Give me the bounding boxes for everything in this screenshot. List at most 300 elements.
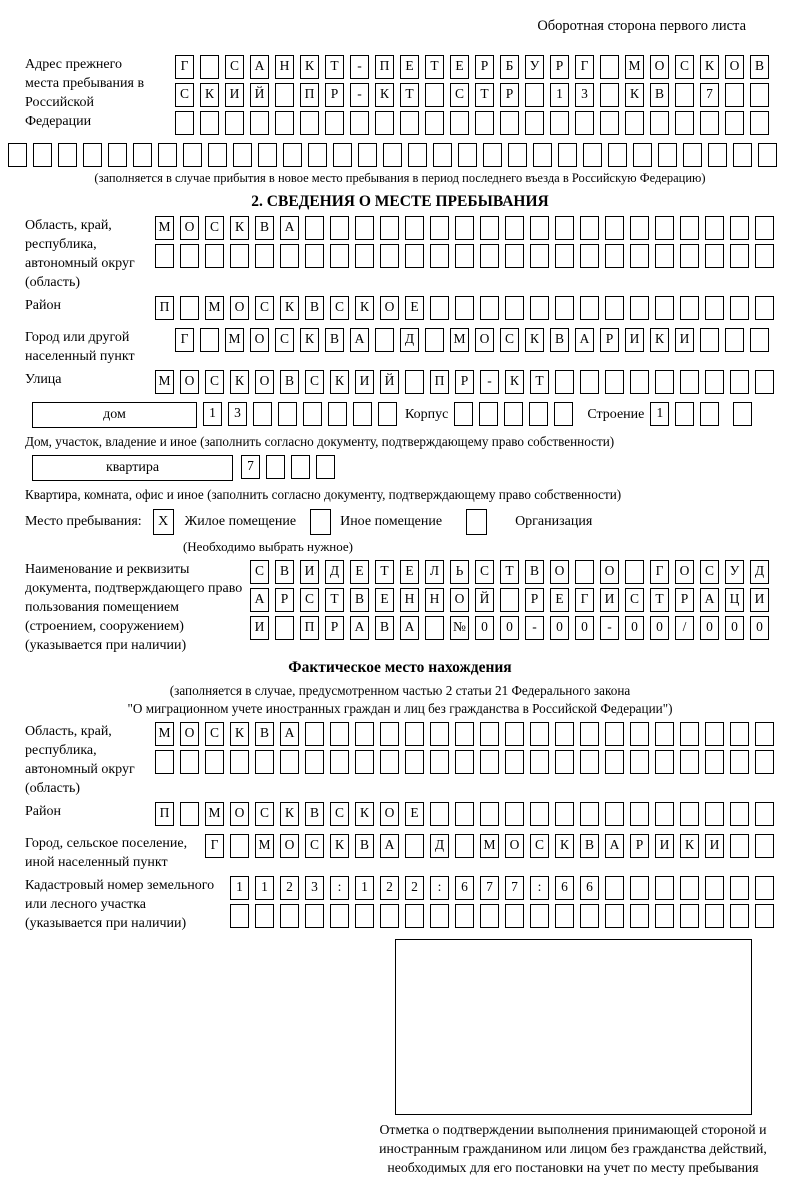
char-cell[interactable]: 6: [580, 876, 599, 900]
char-cell[interactable]: С: [500, 328, 519, 352]
char-cell[interactable]: И: [600, 588, 619, 612]
char-cell[interactable]: [225, 111, 244, 135]
char-cell[interactable]: 1: [550, 83, 569, 107]
char-cell[interactable]: [316, 455, 335, 479]
char-cell[interactable]: [500, 588, 519, 612]
char-cell[interactable]: [580, 904, 599, 928]
char-cell[interactable]: П: [155, 802, 174, 826]
char-cell[interactable]: И: [750, 588, 769, 612]
char-cell[interactable]: С: [300, 588, 319, 612]
char-cell[interactable]: [630, 904, 649, 928]
char-cell[interactable]: С: [255, 802, 274, 826]
char-cell[interactable]: [480, 904, 499, 928]
char-cell[interactable]: В: [580, 834, 599, 858]
char-cell[interactable]: 1: [355, 876, 374, 900]
char-cell[interactable]: О: [380, 802, 399, 826]
char-cell[interactable]: [600, 111, 619, 135]
char-cell[interactable]: [605, 876, 624, 900]
char-cell[interactable]: [705, 244, 724, 268]
char-cell[interactable]: [755, 876, 774, 900]
char-cell[interactable]: [183, 143, 202, 167]
char-cell[interactable]: 1: [255, 876, 274, 900]
char-cell[interactable]: [505, 802, 524, 826]
char-cell[interactable]: [8, 143, 27, 167]
char-cell[interactable]: Т: [650, 588, 669, 612]
char-cell[interactable]: [233, 143, 252, 167]
char-cell[interactable]: [275, 83, 294, 107]
char-cell[interactable]: [525, 83, 544, 107]
char-cell[interactable]: О: [725, 55, 744, 79]
char-cell[interactable]: [280, 904, 299, 928]
char-cell[interactable]: [455, 244, 474, 268]
char-cell[interactable]: [405, 216, 424, 240]
char-cell[interactable]: [530, 296, 549, 320]
char-cell[interactable]: [425, 328, 444, 352]
char-cell[interactable]: [575, 560, 594, 584]
char-cell[interactable]: О: [600, 560, 619, 584]
char-cell[interactable]: [355, 216, 374, 240]
char-cell[interactable]: [455, 296, 474, 320]
char-cell[interactable]: В: [355, 834, 374, 858]
char-cell[interactable]: П: [430, 370, 449, 394]
char-cell[interactable]: [705, 370, 724, 394]
char-cell[interactable]: 0: [475, 616, 494, 640]
char-cell[interactable]: Г: [205, 834, 224, 858]
char-cell[interactable]: С: [225, 55, 244, 79]
char-cell[interactable]: [430, 296, 449, 320]
char-cell[interactable]: [625, 560, 644, 584]
char-cell[interactable]: И: [625, 328, 644, 352]
char-cell[interactable]: О: [505, 834, 524, 858]
char-cell[interactable]: [555, 244, 574, 268]
char-cell[interactable]: [630, 296, 649, 320]
char-cell[interactable]: [725, 328, 744, 352]
char-cell[interactable]: С: [305, 834, 324, 858]
char-cell[interactable]: [655, 722, 674, 746]
char-cell[interactable]: [705, 216, 724, 240]
char-cell[interactable]: [505, 216, 524, 240]
char-cell[interactable]: [608, 143, 627, 167]
char-cell[interactable]: [750, 328, 769, 352]
char-cell[interactable]: С: [250, 560, 269, 584]
char-cell[interactable]: В: [280, 370, 299, 394]
char-cell[interactable]: [650, 111, 669, 135]
char-cell[interactable]: 0: [575, 616, 594, 640]
char-cell[interactable]: [680, 904, 699, 928]
char-cell[interactable]: [705, 296, 724, 320]
char-cell[interactable]: И: [300, 560, 319, 584]
char-cell[interactable]: [680, 296, 699, 320]
char-cell[interactable]: [555, 722, 574, 746]
char-cell[interactable]: [580, 802, 599, 826]
char-cell[interactable]: [605, 722, 624, 746]
char-cell[interactable]: Е: [375, 588, 394, 612]
char-cell[interactable]: [500, 111, 519, 135]
char-cell[interactable]: 7: [480, 876, 499, 900]
char-cell[interactable]: [705, 722, 724, 746]
char-cell[interactable]: 1: [203, 402, 222, 426]
char-cell[interactable]: [455, 904, 474, 928]
char-cell[interactable]: Е: [350, 560, 369, 584]
char-cell[interactable]: [600, 55, 619, 79]
char-cell[interactable]: [605, 370, 624, 394]
char-cell[interactable]: 0: [700, 616, 719, 640]
char-cell[interactable]: М: [205, 296, 224, 320]
char-cell[interactable]: [530, 750, 549, 774]
checkbox-other-premises[interactable]: [310, 509, 331, 535]
char-cell[interactable]: [605, 244, 624, 268]
char-cell[interactable]: [280, 244, 299, 268]
char-cell[interactable]: [258, 143, 277, 167]
char-cell[interactable]: [733, 143, 752, 167]
char-cell[interactable]: С: [475, 560, 494, 584]
char-cell[interactable]: [405, 750, 424, 774]
char-cell[interactable]: [283, 143, 302, 167]
char-cell[interactable]: [705, 750, 724, 774]
char-cell[interactable]: Р: [550, 55, 569, 79]
char-cell[interactable]: Б: [500, 55, 519, 79]
char-cell[interactable]: [350, 111, 369, 135]
char-cell[interactable]: 7: [241, 455, 260, 479]
char-cell[interactable]: [275, 111, 294, 135]
char-cell[interactable]: [405, 904, 424, 928]
char-cell[interactable]: О: [180, 216, 199, 240]
char-cell[interactable]: [658, 143, 677, 167]
char-cell[interactable]: [405, 834, 424, 858]
char-cell[interactable]: [583, 143, 602, 167]
char-cell[interactable]: С: [675, 55, 694, 79]
char-cell[interactable]: В: [525, 560, 544, 584]
char-cell[interactable]: [180, 244, 199, 268]
char-cell[interactable]: [730, 834, 749, 858]
char-cell[interactable]: О: [280, 834, 299, 858]
char-cell[interactable]: [680, 750, 699, 774]
char-cell[interactable]: Р: [475, 55, 494, 79]
char-cell[interactable]: К: [230, 722, 249, 746]
char-cell[interactable]: Н: [400, 588, 419, 612]
char-cell[interactable]: [355, 722, 374, 746]
char-cell[interactable]: [630, 876, 649, 900]
char-cell[interactable]: [755, 722, 774, 746]
char-cell[interactable]: [505, 722, 524, 746]
char-cell[interactable]: [605, 802, 624, 826]
char-cell[interactable]: [580, 216, 599, 240]
char-cell[interactable]: [303, 402, 322, 426]
char-cell[interactable]: У: [525, 55, 544, 79]
char-cell[interactable]: [230, 904, 249, 928]
char-cell[interactable]: В: [550, 328, 569, 352]
char-cell[interactable]: К: [555, 834, 574, 858]
char-cell[interactable]: [305, 904, 324, 928]
char-cell[interactable]: М: [480, 834, 499, 858]
char-cell[interactable]: [455, 802, 474, 826]
char-cell[interactable]: [755, 296, 774, 320]
char-cell[interactable]: [655, 750, 674, 774]
char-cell[interactable]: Г: [650, 560, 669, 584]
char-cell[interactable]: В: [255, 722, 274, 746]
char-cell[interactable]: В: [750, 55, 769, 79]
char-cell[interactable]: [505, 296, 524, 320]
char-cell[interactable]: [630, 722, 649, 746]
char-cell[interactable]: В: [255, 216, 274, 240]
char-cell[interactable]: С: [205, 722, 224, 746]
char-cell[interactable]: С: [625, 588, 644, 612]
char-cell[interactable]: :: [330, 876, 349, 900]
char-cell[interactable]: Е: [450, 55, 469, 79]
char-cell[interactable]: Р: [500, 83, 519, 107]
char-cell[interactable]: [355, 904, 374, 928]
char-cell[interactable]: [580, 244, 599, 268]
char-cell[interactable]: К: [375, 83, 394, 107]
char-cell[interactable]: 6: [555, 876, 574, 900]
char-cell[interactable]: [730, 876, 749, 900]
char-cell[interactable]: [480, 802, 499, 826]
char-cell[interactable]: 2: [380, 876, 399, 900]
char-cell[interactable]: [208, 143, 227, 167]
char-cell[interactable]: М: [625, 55, 644, 79]
char-cell[interactable]: [205, 750, 224, 774]
char-cell[interactable]: [308, 143, 327, 167]
char-cell[interactable]: [705, 904, 724, 928]
char-cell[interactable]: 2: [280, 876, 299, 900]
char-cell[interactable]: Р: [455, 370, 474, 394]
char-cell[interactable]: [375, 111, 394, 135]
char-cell[interactable]: [580, 296, 599, 320]
char-cell[interactable]: [378, 402, 397, 426]
char-cell[interactable]: В: [275, 560, 294, 584]
char-cell[interactable]: К: [200, 83, 219, 107]
char-cell[interactable]: /: [675, 616, 694, 640]
char-cell[interactable]: К: [355, 802, 374, 826]
char-cell[interactable]: 3: [575, 83, 594, 107]
char-cell[interactable]: [600, 83, 619, 107]
char-cell[interactable]: С: [205, 216, 224, 240]
char-cell[interactable]: [266, 455, 285, 479]
char-cell[interactable]: Е: [550, 588, 569, 612]
char-cell[interactable]: С: [450, 83, 469, 107]
char-cell[interactable]: [630, 370, 649, 394]
char-cell[interactable]: [708, 143, 727, 167]
char-cell[interactable]: О: [230, 296, 249, 320]
char-cell[interactable]: К: [625, 83, 644, 107]
char-cell[interactable]: [755, 834, 774, 858]
char-cell[interactable]: К: [280, 296, 299, 320]
char-cell[interactable]: [255, 904, 274, 928]
char-cell[interactable]: О: [650, 55, 669, 79]
char-cell[interactable]: [758, 143, 777, 167]
char-cell[interactable]: С: [205, 370, 224, 394]
char-cell[interactable]: [680, 876, 699, 900]
char-cell[interactable]: С: [305, 370, 324, 394]
char-cell[interactable]: [680, 216, 699, 240]
char-cell[interactable]: 0: [650, 616, 669, 640]
char-cell[interactable]: Г: [575, 588, 594, 612]
char-cell[interactable]: [558, 143, 577, 167]
char-cell[interactable]: [425, 111, 444, 135]
char-cell[interactable]: [430, 216, 449, 240]
char-cell[interactable]: М: [205, 802, 224, 826]
char-cell[interactable]: [750, 83, 769, 107]
char-cell[interactable]: [155, 750, 174, 774]
char-cell[interactable]: [633, 143, 652, 167]
char-cell[interactable]: И: [705, 834, 724, 858]
char-cell[interactable]: 0: [550, 616, 569, 640]
char-cell[interactable]: О: [180, 370, 199, 394]
char-cell[interactable]: [480, 296, 499, 320]
char-cell[interactable]: Т: [325, 588, 344, 612]
char-cell[interactable]: О: [380, 296, 399, 320]
char-cell[interactable]: [305, 244, 324, 268]
char-cell[interactable]: Д: [325, 560, 344, 584]
char-cell[interactable]: Е: [405, 296, 424, 320]
char-cell[interactable]: [605, 296, 624, 320]
char-cell[interactable]: [530, 802, 549, 826]
char-cell[interactable]: [405, 722, 424, 746]
char-cell[interactable]: 2: [405, 876, 424, 900]
char-cell[interactable]: [705, 876, 724, 900]
char-cell[interactable]: К: [300, 328, 319, 352]
char-cell[interactable]: [700, 111, 719, 135]
char-cell[interactable]: [325, 111, 344, 135]
char-cell[interactable]: [355, 244, 374, 268]
char-cell[interactable]: С: [275, 328, 294, 352]
char-cell[interactable]: К: [680, 834, 699, 858]
char-cell[interactable]: Й: [475, 588, 494, 612]
char-cell[interactable]: [180, 296, 199, 320]
char-cell[interactable]: [605, 904, 624, 928]
char-cell[interactable]: [675, 111, 694, 135]
char-cell[interactable]: А: [280, 216, 299, 240]
char-cell[interactable]: С: [700, 560, 719, 584]
char-cell[interactable]: [275, 616, 294, 640]
char-cell[interactable]: Е: [405, 802, 424, 826]
char-cell[interactable]: О: [255, 370, 274, 394]
char-cell[interactable]: Т: [425, 55, 444, 79]
char-cell[interactable]: [400, 111, 419, 135]
char-cell[interactable]: 6: [455, 876, 474, 900]
char-cell[interactable]: [730, 216, 749, 240]
char-cell[interactable]: Е: [400, 55, 419, 79]
char-cell[interactable]: [430, 802, 449, 826]
char-cell[interactable]: [530, 904, 549, 928]
char-cell[interactable]: [480, 216, 499, 240]
char-cell[interactable]: [180, 802, 199, 826]
char-cell[interactable]: [730, 370, 749, 394]
char-cell[interactable]: [755, 904, 774, 928]
checkbox-residential[interactable]: X: [153, 509, 174, 535]
char-cell[interactable]: 3: [305, 876, 324, 900]
char-cell[interactable]: [580, 750, 599, 774]
char-cell[interactable]: [655, 216, 674, 240]
char-cell[interactable]: [505, 750, 524, 774]
char-cell[interactable]: [625, 111, 644, 135]
char-cell[interactable]: О: [250, 328, 269, 352]
char-cell[interactable]: [358, 143, 377, 167]
char-cell[interactable]: [655, 904, 674, 928]
char-cell[interactable]: :: [430, 876, 449, 900]
char-cell[interactable]: О: [675, 560, 694, 584]
char-cell[interactable]: О: [180, 722, 199, 746]
char-cell[interactable]: К: [650, 328, 669, 352]
char-cell[interactable]: [504, 402, 523, 426]
char-cell[interactable]: [380, 216, 399, 240]
char-cell[interactable]: [680, 370, 699, 394]
char-cell[interactable]: [230, 750, 249, 774]
char-cell[interactable]: Т: [325, 55, 344, 79]
char-cell[interactable]: [305, 216, 324, 240]
char-cell[interactable]: [450, 111, 469, 135]
char-cell[interactable]: Й: [380, 370, 399, 394]
char-cell[interactable]: [700, 402, 719, 426]
char-cell[interactable]: А: [700, 588, 719, 612]
char-cell[interactable]: К: [525, 328, 544, 352]
char-cell[interactable]: К: [330, 370, 349, 394]
char-cell[interactable]: [530, 216, 549, 240]
char-cell[interactable]: У: [725, 560, 744, 584]
char-cell[interactable]: [200, 111, 219, 135]
char-cell[interactable]: О: [450, 588, 469, 612]
char-cell[interactable]: [655, 876, 674, 900]
char-cell[interactable]: [479, 402, 498, 426]
char-cell[interactable]: М: [155, 370, 174, 394]
char-cell[interactable]: [480, 750, 499, 774]
char-cell[interactable]: [253, 402, 272, 426]
char-cell[interactable]: 1: [650, 402, 669, 426]
char-cell[interactable]: [133, 143, 152, 167]
char-cell[interactable]: К: [505, 370, 524, 394]
char-cell[interactable]: -: [600, 616, 619, 640]
char-cell[interactable]: Й: [250, 83, 269, 107]
char-cell[interactable]: [730, 802, 749, 826]
char-cell[interactable]: [483, 143, 502, 167]
char-cell[interactable]: С: [330, 802, 349, 826]
char-cell[interactable]: Т: [400, 83, 419, 107]
char-cell[interactable]: [508, 143, 527, 167]
char-cell[interactable]: П: [300, 616, 319, 640]
char-cell[interactable]: Ь: [450, 560, 469, 584]
char-cell[interactable]: [605, 750, 624, 774]
char-cell[interactable]: Г: [575, 55, 594, 79]
char-cell[interactable]: [530, 244, 549, 268]
char-cell[interactable]: [580, 722, 599, 746]
char-cell[interactable]: [630, 750, 649, 774]
checkbox-organization[interactable]: [466, 509, 487, 535]
char-cell[interactable]: И: [675, 328, 694, 352]
char-cell[interactable]: [680, 802, 699, 826]
char-cell[interactable]: [108, 143, 127, 167]
char-cell[interactable]: [175, 111, 194, 135]
char-cell[interactable]: [455, 722, 474, 746]
char-cell[interactable]: [255, 750, 274, 774]
char-cell[interactable]: [550, 111, 569, 135]
char-cell[interactable]: В: [305, 296, 324, 320]
char-cell[interactable]: Р: [275, 588, 294, 612]
char-cell[interactable]: [755, 802, 774, 826]
char-cell[interactable]: М: [255, 834, 274, 858]
char-cell[interactable]: М: [450, 328, 469, 352]
char-cell[interactable]: [730, 722, 749, 746]
char-cell[interactable]: [655, 244, 674, 268]
char-cell[interactable]: [158, 143, 177, 167]
char-cell[interactable]: [250, 111, 269, 135]
char-cell[interactable]: [83, 143, 102, 167]
char-cell[interactable]: 0: [750, 616, 769, 640]
char-cell[interactable]: Д: [750, 560, 769, 584]
char-cell[interactable]: И: [355, 370, 374, 394]
char-cell[interactable]: [430, 722, 449, 746]
char-cell[interactable]: [355, 750, 374, 774]
char-cell[interactable]: [433, 143, 452, 167]
